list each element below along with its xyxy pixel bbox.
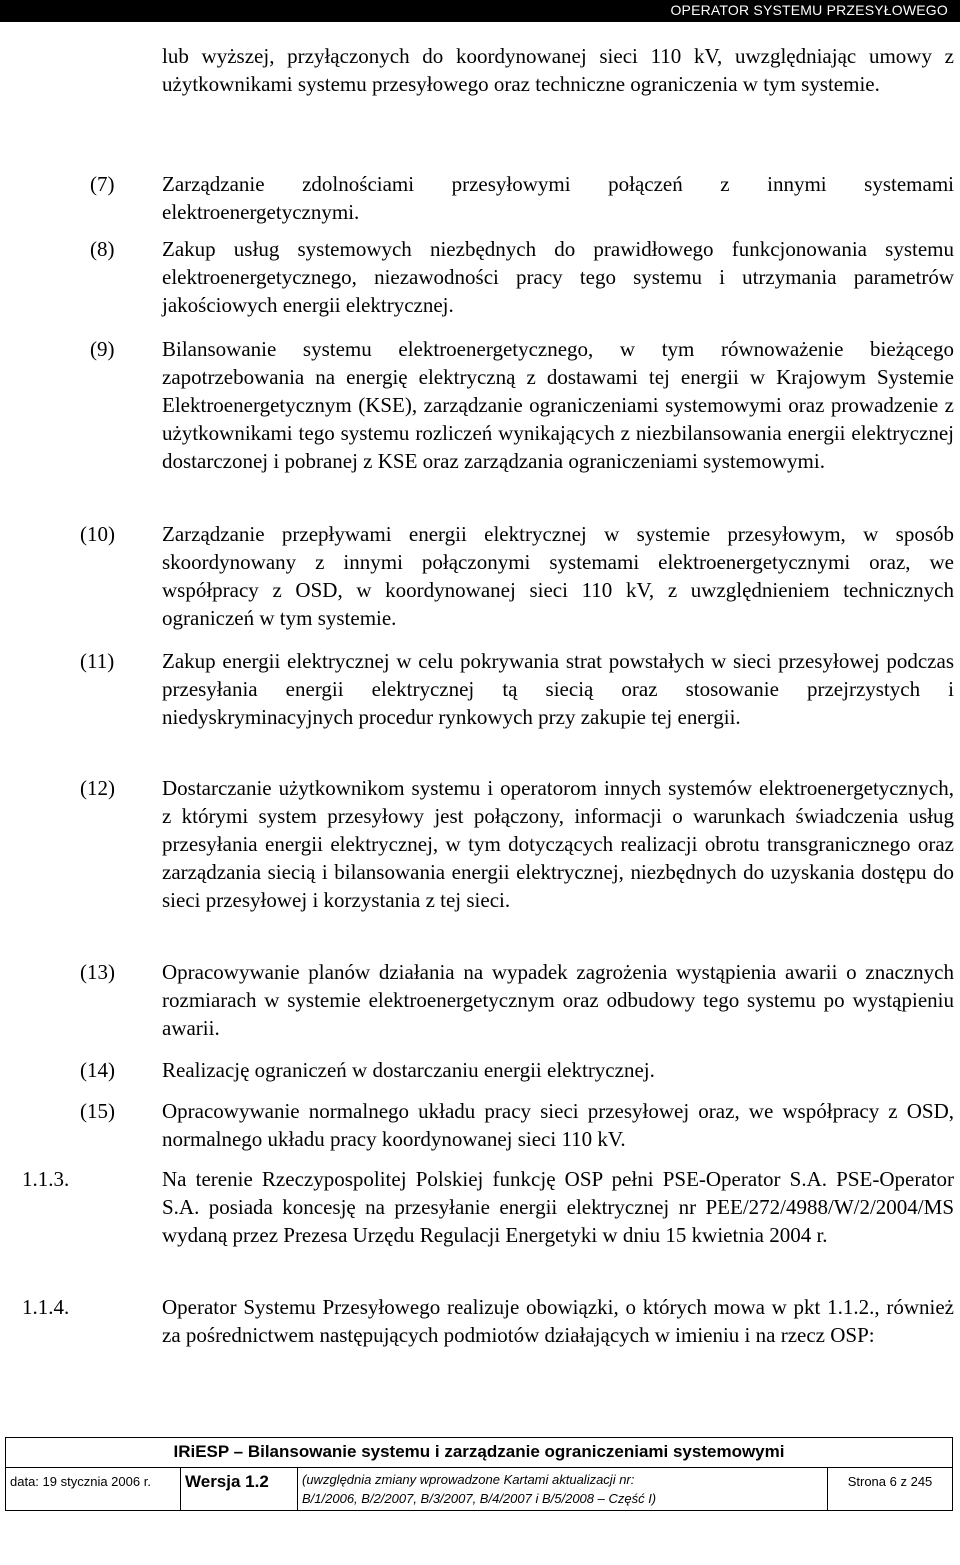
footer-amendment-note bbox=[298, 1468, 828, 1511]
footer-document-title: IRiESP – Bilansowanie systemu i zarządzanie ograniczeniami systemowymi bbox=[173, 1442, 785, 1461]
list-item-number: (11) bbox=[80, 649, 115, 673]
list-item-number: (13) bbox=[80, 960, 115, 984]
page-footer bbox=[5, 1437, 953, 1560]
footer-info-row bbox=[6, 1468, 953, 1511]
section-number: 1.1.4. bbox=[22, 1295, 70, 1319]
list-item-text: Realizację ograniczeń w dostarczaniu energii elektrycznej. bbox=[162, 1058, 655, 1082]
list-item-number: (14) bbox=[80, 1058, 115, 1082]
header-title: OPERATOR SYSTEMU PRZESYŁOWEGO bbox=[670, 2, 948, 18]
section-number: 1.1.3. bbox=[22, 1167, 70, 1191]
section-text: Operator Systemu Przesyłowego realizuje obowiązki, o których mowa w pkt 1.1.2., również za pośrednictwem następujących podmiotów działających w imieniu i na rzecz OSP: bbox=[162, 1295, 954, 1347]
list-item-number: (7) bbox=[90, 172, 115, 196]
footer-note-line-2: B/1/2006, B/2/2007, B/3/2007, B/4/2007 i B/5/2008 – Część I) bbox=[302, 1491, 657, 1506]
footer-table bbox=[5, 1467, 953, 1511]
list-item-number: (9) bbox=[90, 337, 115, 361]
continuation-paragraph: lub wyższej, przyłączonych do koordynowanej sieci 110 kV, uwzględniając umowy z użytkownikami systemu przesyłowego oraz techniczne ograniczenia w tym systemie. bbox=[162, 44, 954, 96]
list-item-number: (12) bbox=[80, 776, 115, 800]
list-item-number: (10) bbox=[80, 522, 115, 546]
footer-date: data: 19 stycznia 2006 r. bbox=[6, 1468, 181, 1511]
list-item-number: (15) bbox=[80, 1099, 115, 1123]
footer-title-row bbox=[5, 1437, 953, 1468]
list-item-text: Zarządzanie zdolnościami przesyłowymi połączeń z innymi systemami elektroenergetycznymi. bbox=[162, 172, 954, 224]
section-text: Na terenie Rzeczypospolitej Polskiej funkcję OSP pełni PSE-Operator S.A. PSE-Operator S.A. posiada koncesję na przesyłanie energii elektrycznej nr PEE/272/4988/W/2/2004/MS wydaną przez Prezesa Urzędu Regulacji Energetyki w dniu 15 kwietnia 2004 r. bbox=[162, 1167, 954, 1247]
list-item-text: Opracowywanie planów działania na wypadek zagrożenia wystąpienia awarii o znacznych rozmiarach w systemie elektroenergetycznym oraz odbudowy tego systemu po wystąpieniu awarii. bbox=[162, 960, 954, 1040]
footer-page-number: Strona 6 z 245 bbox=[828, 1468, 953, 1511]
list-item-text: Dostarczanie użytkownikom systemu i operatorom innych systemów elektroenergetycznych, z którymi system przesyłowy jest połączony, informacji o warunkach świadczenia usług przesyłania energii elektrycznej, w tym dotyczących realizacji obrotu transgranicznego oraz zarządzania siecią i bilansowania energii elektrycznej, niezbędnych do uzyskania dostępu do sieci przesyłowej i korzystania z tej sieci. bbox=[162, 776, 954, 912]
list-item-text: Opracowywanie normalnego układu pracy sieci przesyłowej oraz, we współpracy z OSD, normalnego układu pracy koordynowanej sieci 110 kV. bbox=[162, 1099, 954, 1151]
list-item-number: (8) bbox=[90, 237, 115, 261]
footer-note-line-1: (uwzględnia zmiany wprowadzone Kartami aktualizacji nr: bbox=[302, 1472, 635, 1487]
list-item-text: Zakup usług systemowych niezbędnych do prawidłowego funkcjonowania systemu elektroenergetycznego, niezawodności pracy tego systemu i utrzymania parametrów jakościowych energii elektrycznej. bbox=[162, 237, 954, 317]
list-item-text: Zakup energii elektrycznej w celu pokrywania strat powstałych w sieci przesyłowej podczas przesyłania energii elektrycznej tą siecią oraz stosowanie przejrzystych i niedyskryminacyjnych procedur rynkowych przy zakupie tej energii. bbox=[162, 649, 954, 729]
list-item-text: Zarządzanie przepływami energii elektrycznej w systemie przesyłowym, w sposób skoordynowany z innymi połączonymi systemami elektroenergetycznymi oraz, we współpracy z OSD, w koordynowanej sieci 110 kV, z uwzględnieniem technicznych ograniczeń w tym systemie. bbox=[162, 522, 954, 630]
page-header bbox=[0, 0, 960, 22]
footer-version: Wersja 1.2 bbox=[181, 1468, 298, 1511]
list-item-text: Bilansowanie systemu elektroenergetycznego, w tym równoważenie bieżącego zapotrzebowania na energię elektryczną z dostawami tej energii w Krajowym Systemie Elektroenergetycznym (KSE), zarządzanie ograniczeniami systemowymi oraz prowadzenie z użytkownikami tego systemu rozliczeń wynikających z niezbilansowania energii elektrycznej dostarczonej i pobranej z KSE oraz zarządzania ograniczeniami systemowymi. bbox=[162, 337, 954, 473]
